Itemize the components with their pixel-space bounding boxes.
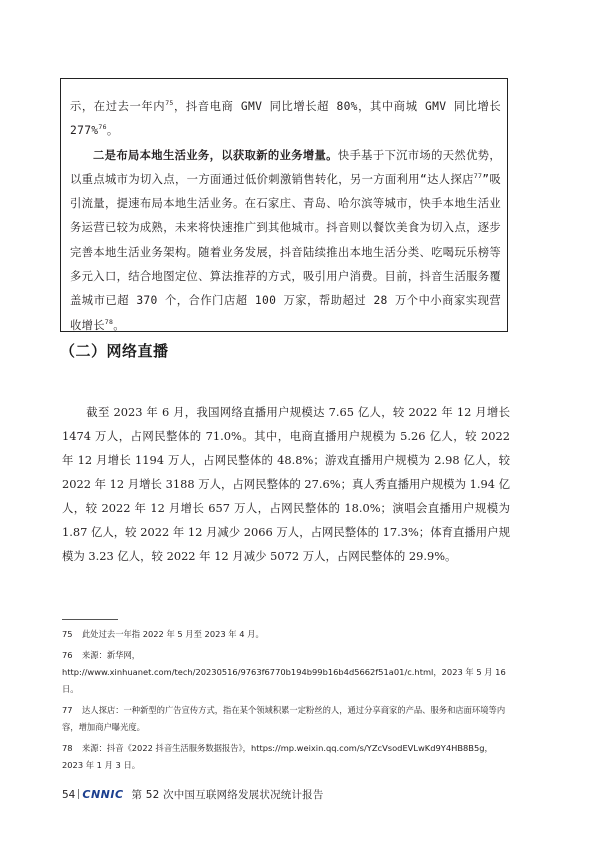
page-number: 54 bbox=[62, 789, 76, 801]
footnote-ref-75[interactable]: 75 bbox=[165, 99, 174, 108]
box-text: ”吸引流量，提速布局本地生活业务。在石家庄、青岛、哈尔滨等城市，快手本地生活业务运营已较为成熟，未来将快速推广到其他城市。抖音则以餐饮美食为切入点，逐步完善本地生活业务架构。随着业务发展，抖音陆续推出本地生活分类、吃喝玩乐榜等多元入口，结合地图定位、算法推荐的方式，吸引用户消费。目前，抖音生活服务覆盖城市已超 370 个，合作门店超 100 万家，帮助超过 28 万个中小商家实现营收增长 bbox=[70, 172, 502, 332]
box-paragraph-1 bbox=[70, 95, 501, 144]
footnote-divider bbox=[62, 619, 118, 620]
footnote-text[interactable]: 来源：抖音《2022 抖音生活服务数据报告》，https://mp.weixin.qq.com/s/YZcVsodEVLwKd9Y4HB8B5g，2023 年 1 月 3 日。 bbox=[62, 743, 493, 770]
footnote-text: 达人探店：一种新型的广告宣传方式，指在某个领域积累一定粉丝的人，通过分享商家的产品、服务和店面环境等内容，增加商户曝光度。 bbox=[62, 705, 506, 732]
footnote-number: 75 bbox=[62, 629, 73, 639]
footnote-number: 78 bbox=[62, 743, 73, 753]
box-text: 示，在过去一年内 bbox=[70, 100, 166, 113]
footnote-number: 77 bbox=[62, 705, 73, 715]
box-text: 。 bbox=[106, 124, 119, 138]
case-study-box bbox=[60, 78, 508, 332]
footnote-text[interactable]: 来源：新华网，http://www.xinhuanet.com/tech/20230516/9763f6770b194b99b16b4d5662f51a01/c.html，2023 年 5 月 16 日。 bbox=[62, 650, 506, 694]
box-text: 快手基于下沉市场的天然优势，以重点城市为切入点，一方面通过低价刺激销售转化，另一方面利用“达人探店 bbox=[70, 148, 502, 186]
report-title: 第 52 次中国互联网络发展状况统计报告 bbox=[131, 789, 324, 801]
box-bold-lead: 二是布局本地生活业务，以获取新的业务增量。 bbox=[93, 148, 338, 162]
footnotes bbox=[62, 626, 512, 778]
footer-separator bbox=[78, 789, 79, 799]
footnote-ref-76[interactable]: 76 bbox=[98, 123, 107, 132]
body-paragraph-text: 截至 2023 年 6 月，我国网络直播用户规模达 7.65 亿人，较 2022 年 12 月增长 1474 万人，占网民整体的 71.0%。其中，电商直播用户规模为 5.26 亿人，较 2022 年 12 月增长 1194 万人，占网民整体的 48.8%；游戏直播用户规模为 2.98 亿人，较 2022 年 12 月增长 3188 万人，占网民整体的 27.6%；真人秀直播用户规模为 1.94 亿人，较 2022 年 12 月增长 657 万人，占网民整体的 18.0%；演唱会直播用户规模为 1.87 亿人，较 2022 年 12 月减少 2066 万人，占网民整体的 17.3%；体育直播用户规模为 3.23 亿人，较 2022 年 12 月减少 5072 万人，占网民整体的 29.9%。 bbox=[62, 405, 510, 563]
footnote-77 bbox=[62, 702, 512, 736]
footnote-76 bbox=[62, 647, 512, 698]
footnote-ref-78[interactable]: 78 bbox=[104, 317, 114, 326]
footnote-78 bbox=[62, 740, 512, 774]
box-text: ，抖音电商 GMV 同比增长超 80%，其中商城 GMV 同比增长 277% bbox=[70, 100, 502, 138]
box-paragraph-2 bbox=[70, 144, 501, 338]
footnote-number: 76 bbox=[62, 650, 73, 660]
box-text: 。 bbox=[113, 318, 125, 332]
footnote-75 bbox=[62, 626, 512, 643]
cnnic-logo: CNNIC bbox=[82, 788, 124, 801]
body-paragraph bbox=[62, 400, 510, 568]
footnote-text: 此处过去一年指 2022 年 5 月至 2023 年 4 月。 bbox=[82, 629, 264, 639]
footnote-ref-77[interactable]: 77 bbox=[473, 172, 483, 181]
page-footer bbox=[62, 787, 324, 802]
section-heading: （二）网络直播 bbox=[60, 342, 169, 360]
